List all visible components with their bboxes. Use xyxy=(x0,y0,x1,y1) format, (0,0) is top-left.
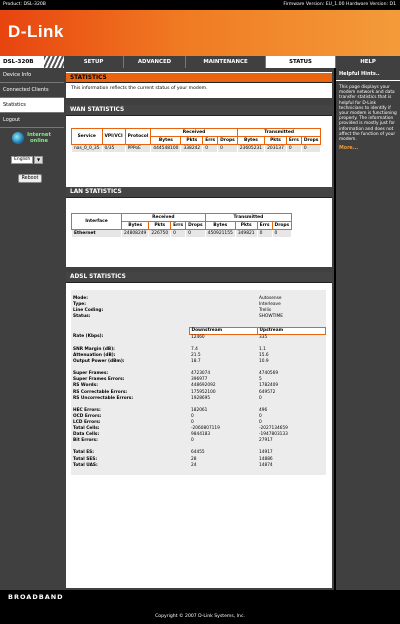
lan-cell: 24808249 xyxy=(122,230,149,238)
adsl-table-wrap xyxy=(71,290,326,475)
adsl-panel xyxy=(66,272,332,588)
lan-cell: 0 xyxy=(186,230,206,238)
adsl-value: Trellis xyxy=(259,308,272,314)
adsl-label: Super Frames: xyxy=(73,371,109,377)
help-more-link[interactable]: More... xyxy=(339,146,359,152)
header-banner xyxy=(0,10,400,56)
adsl-value: 27917 xyxy=(259,438,273,444)
tab-status[interactable]: STATUS xyxy=(266,56,336,68)
adsl-label: HEC Errors: xyxy=(73,407,101,413)
adsl-label: Rate (Kbps): xyxy=(73,334,104,340)
wan-subheader: Drops xyxy=(301,137,321,145)
spacer-row xyxy=(71,469,326,475)
internet-status-text: Internet online xyxy=(27,132,51,144)
dlink-logo: D-Link xyxy=(8,22,64,41)
adsl-label: SNR Margin (dB): xyxy=(73,346,115,352)
adsl-value: 10.9 xyxy=(259,359,269,365)
lan-subheader: Bytes xyxy=(122,222,149,230)
lan-header: Transmitted xyxy=(205,214,291,222)
table-row xyxy=(72,145,321,153)
adsl-value: 4723074 xyxy=(191,371,211,377)
tab-setup[interactable]: SETUP xyxy=(64,56,124,68)
statistics-panel xyxy=(66,72,332,98)
main-nav xyxy=(0,56,400,68)
adsl-value: -1947803133 xyxy=(259,432,288,438)
help-text: This page displays your modem network and data transfer statistics that is helpful for D-Link technicians to identify if your modem is functioning properly. The information provided is mostly just for information and does not affect the function of your modem. xyxy=(339,85,397,143)
adsl-value: 15.6 xyxy=(259,352,269,358)
adsl-value: -2027134659 xyxy=(259,426,288,432)
wan-subheader: Pkts xyxy=(265,137,287,145)
globe-icon xyxy=(12,132,24,144)
lan-table xyxy=(71,213,292,238)
wan-cell: 23605231 xyxy=(237,145,264,153)
lan-cell: Ethernet xyxy=(72,230,122,238)
adsl-value: 18.7 xyxy=(191,359,201,365)
broadband-label: BROADBAND xyxy=(8,593,64,601)
wan-header: Protocol xyxy=(125,129,151,145)
table-row xyxy=(71,334,326,341)
adsl-value: 0 xyxy=(259,413,262,419)
adsl-label: Line Coding: xyxy=(73,308,104,314)
adsl-value: 64455 xyxy=(191,450,205,456)
wan-subheader: Bytes xyxy=(151,137,181,145)
adsl-label: RS Uncorrectable Errors: xyxy=(73,395,134,401)
statistics-title: STATISTICS xyxy=(66,72,332,83)
adsl-label: Data Cells: xyxy=(73,432,100,438)
adsl-value: Interleave xyxy=(259,302,281,308)
lan-subheader: Bytes xyxy=(205,222,235,230)
lan-cell: 226750 xyxy=(149,230,171,238)
wan-table xyxy=(71,128,321,153)
sidebar-item-device-info[interactable]: Device Info xyxy=(0,68,64,83)
lan-cell: 0 xyxy=(171,230,186,238)
sidebar-item-connected-clients[interactable]: Connected Clients xyxy=(0,83,64,98)
adsl-value: 175952100 xyxy=(191,389,216,395)
wan-cell: nas_0_0_35 xyxy=(72,145,103,153)
wan-header: Received xyxy=(151,129,237,137)
firmware-label: Firmware Version: EU_1.00 Hardware Version: D1 xyxy=(283,2,396,7)
adsl-value: 0 xyxy=(191,419,194,425)
wan-subheader: Pkts xyxy=(181,137,203,145)
sidebar-item-logout[interactable]: Logout xyxy=(0,113,64,128)
adsl-label: Mode: xyxy=(73,296,88,302)
lan-subheader: Pkts xyxy=(149,222,171,230)
adsl-value: 182061 xyxy=(191,407,208,413)
adsl-value: 335 xyxy=(259,334,268,340)
adsl-label: Bit Errors: xyxy=(73,438,98,444)
spacer-row xyxy=(71,320,326,327)
wan-header: VPI/VCI xyxy=(102,129,125,145)
decorative-stripes xyxy=(44,56,64,68)
wan-cell: 444548100 xyxy=(151,145,181,153)
adsl-value: 1.1 xyxy=(259,346,266,352)
adsl-value: 396977 xyxy=(191,377,208,383)
adsl-value: -2060807119 xyxy=(191,426,220,432)
upstream-header: Upstream xyxy=(257,327,326,334)
adsl-label: RS Words: xyxy=(73,383,98,389)
wan-subheader: Drops xyxy=(218,137,238,145)
lan-subheader: Pkts xyxy=(235,222,257,230)
adsl-title: ADSL STATISTICS xyxy=(66,272,332,283)
wan-cell: 0/35 xyxy=(102,145,125,153)
adsl-value: 0 xyxy=(191,413,194,419)
wan-cell: 0 xyxy=(218,145,238,153)
reboot-button[interactable]: Reboot xyxy=(18,174,42,183)
adsl-value: 21.5 xyxy=(191,352,201,358)
lan-subheader: Errs xyxy=(171,222,186,230)
adsl-value: 649572 xyxy=(259,389,276,395)
adsl-value: 496 xyxy=(259,407,268,413)
wan-cell: 0 xyxy=(301,145,321,153)
wan-cell: 203137 xyxy=(265,145,287,153)
wan-cell: 338242 xyxy=(181,145,203,153)
adsl-table xyxy=(71,290,326,475)
chevron-down-icon[interactable]: ▼ xyxy=(34,156,43,164)
main-content xyxy=(64,68,334,590)
lan-subheader: Drops xyxy=(186,222,206,230)
wan-subheader: Bytes xyxy=(237,137,264,145)
copyright: Copyright © 2007 D-Link Systems, Inc. xyxy=(155,614,245,619)
adsl-label: Attenuation (dB): xyxy=(73,352,116,358)
wan-cell: 0 xyxy=(203,145,218,153)
adsl-value: 0 xyxy=(191,438,194,444)
adsl-value: 14886 xyxy=(259,456,273,462)
adsl-value: Autosense xyxy=(259,296,282,302)
adsl-value: 5 xyxy=(259,377,262,383)
wan-panel xyxy=(66,105,332,187)
adsl-value: SHOWTIME xyxy=(259,314,283,320)
adsl-value: 28 xyxy=(191,456,197,462)
wan-header: Service xyxy=(72,129,103,145)
adsl-label: Total ES: xyxy=(73,450,94,456)
help-panel xyxy=(336,68,400,590)
adsl-label: Output Power (dBm): xyxy=(73,359,125,365)
adsl-column-header xyxy=(71,327,326,334)
language-select[interactable]: English xyxy=(11,156,33,164)
adsl-label: RS Correctable Errors: xyxy=(73,389,128,395)
lan-subheader: Drops xyxy=(272,222,292,230)
adsl-value: 448692092 xyxy=(191,383,216,389)
adsl-value: 1928695 xyxy=(191,395,211,401)
adsl-label: OCD Errors: xyxy=(73,413,102,419)
wan-cell: 0 xyxy=(286,145,301,153)
adsl-label: Status: xyxy=(73,314,91,320)
wan-subheader: Errs xyxy=(203,137,218,145)
sidebar xyxy=(0,68,64,590)
statistics-desc: This information reflects the current status of your modem. xyxy=(71,86,208,91)
wan-subheader: Errs xyxy=(286,137,301,145)
adsl-value: 1782409 xyxy=(259,383,279,389)
wan-cell: PPPoE xyxy=(125,145,151,153)
adsl-value: 0 xyxy=(259,395,262,401)
adsl-label: LCD Errors: xyxy=(73,419,101,425)
lan-title: LAN STATISTICS xyxy=(66,187,332,198)
adsl-value: 9844183 xyxy=(191,432,211,438)
adsl-value: 0 xyxy=(259,419,262,425)
adsl-value: 24 xyxy=(191,462,197,468)
lan-header: Interface xyxy=(72,214,122,230)
help-title: Helpful Hints.. xyxy=(336,68,400,81)
tab-help[interactable]: HELP xyxy=(360,59,376,65)
top-info-bar xyxy=(0,0,400,10)
adsl-label: Total Cells: xyxy=(73,426,100,432)
adsl-label: Super Frames Errors: xyxy=(73,377,125,383)
sidebar-item-statistics[interactable]: Statistics xyxy=(0,98,64,113)
lan-panel xyxy=(66,187,332,267)
lan-header: Received xyxy=(122,214,206,222)
lan-cell: 0 xyxy=(257,230,272,238)
adsl-label: Type: xyxy=(73,302,86,308)
footer xyxy=(0,590,400,624)
model-label: DSL-320B xyxy=(0,56,44,68)
adsl-label: Total SES: xyxy=(73,456,98,462)
adsl-value: 14874 xyxy=(259,462,273,468)
tab-advanced[interactable]: ADVANCED xyxy=(124,56,186,68)
adsl-value: 12460 xyxy=(191,334,205,340)
lan-subheader: Errs xyxy=(257,222,272,230)
tab-maintenance[interactable]: MAINTENANCE xyxy=(186,56,266,68)
lan-cell: 0 xyxy=(272,230,292,238)
product-label: Product: DSL-320B xyxy=(3,2,46,7)
adsl-label: Total UAS: xyxy=(73,462,98,468)
adsl-value: 4740569 xyxy=(259,371,279,377)
adsl-value: 7.4 xyxy=(191,346,198,352)
lan-cell: 450921155 xyxy=(205,230,235,238)
adsl-value: 14917 xyxy=(259,450,273,456)
downstream-header: Downstream xyxy=(189,327,257,334)
table-row xyxy=(72,230,292,238)
wan-header: Transmitted xyxy=(237,129,321,137)
lan-cell: 349821 xyxy=(235,230,257,238)
wan-title: WAN STATISTICS xyxy=(66,105,332,116)
